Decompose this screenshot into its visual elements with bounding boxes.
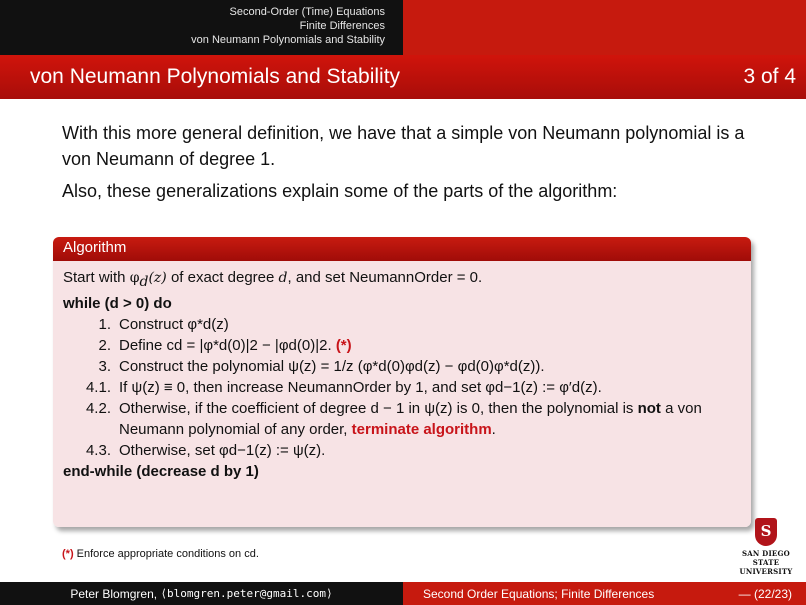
footnote-text: Enforce appropriate conditions on cd.: [73, 548, 259, 560]
step-text: Construct the polynomial ψ(z) = 1/z (φ*d(0)φd(z) − φd(0)φ*d(z)).: [119, 358, 545, 375]
step-number: 1.: [98, 316, 111, 333]
frame-page-counter: 3 of 4: [743, 65, 796, 88]
footer-email: ⟨blomgren.peter@gmail.com⟩: [160, 587, 333, 600]
footer-author: Peter Blomgren,: [70, 586, 158, 601]
step-number: 4.3.: [85, 442, 111, 459]
footer-author-block: [0, 582, 403, 605]
step-text: Otherwise, if the coefficient of degree d − 1 in ψ(z) is 0, then the polynomial is not a von Neumann polynomial of any order, terminate algorithm.: [119, 400, 702, 438]
algorithm-block: [53, 237, 751, 527]
algorithm-step: [63, 356, 741, 377]
header-accent: [403, 0, 806, 55]
algorithm-endwhile-line: end-while (decrease d by 1): [63, 463, 259, 480]
emphasis-not: not: [637, 400, 661, 417]
step-number: 3.: [98, 358, 111, 375]
intro-paragraph-1: With this more general definition, we have that a simple von Neumann polynomial is a von Neumann of degree 1.: [62, 123, 745, 169]
step-text: Define cd = |φ*d(0)|2 − |φd(0)|2. (*): [119, 337, 352, 354]
algorithm-start-line: Start with $\varphi_d(z)$ of exact degree d, and set NeumannOrder = 0.: [63, 269, 483, 290]
nav-subsection[interactable]: Finite Differences: [299, 20, 385, 32]
step-text: Otherwise, set φd−1(z) := ψ(z).: [119, 442, 326, 459]
footer-title-block: [403, 582, 806, 605]
step-number: 4.1.: [85, 379, 111, 396]
frame-title-bar: [0, 55, 806, 99]
university-logo: [730, 518, 802, 576]
logo-text-line1: SAN DIEGO STATE: [742, 549, 790, 567]
footnote: [62, 548, 259, 560]
footer-page-number: — (22/23): [738, 586, 792, 601]
algorithm-step: [63, 335, 741, 356]
algorithm-step: [63, 440, 741, 461]
footer-short-title[interactable]: Second Order Equations; Finite Differences: [423, 586, 655, 601]
intro-text: [62, 120, 752, 210]
step-number: 2.: [98, 337, 111, 354]
algorithm-step: [63, 377, 741, 398]
terminate-highlight: terminate algorithm: [351, 421, 492, 438]
intro-paragraph-2: Also, these generalizations explain some of the parts of the algorithm:: [62, 181, 618, 201]
algorithm-while-line: while (d > 0) do: [63, 295, 172, 312]
step-text: If ψ(z) ≡ 0, then increase NeumannOrder by 1, and set φd−1(z) := φ′d(z).: [119, 379, 602, 396]
algorithm-heading: Algorithm: [53, 237, 751, 261]
footer-bar: [0, 582, 806, 605]
section-navigation: [0, 0, 403, 55]
step-text: Construct φ*d(z): [119, 316, 229, 333]
algorithm-step: [63, 314, 741, 335]
algorithm-step: [63, 398, 741, 440]
nav-section[interactable]: Second-Order (Time) Equations: [229, 6, 385, 18]
logo-text-line2: UNIVERSITY: [739, 567, 793, 576]
condition-marker: (*): [335, 337, 352, 354]
footnote-marker: (*): [62, 548, 74, 560]
frame-title: von Neumann Polynomials and Stability: [30, 65, 401, 88]
shield-icon: S: [755, 518, 777, 546]
nav-subsubsection[interactable]: von Neumann Polynomials and Stability: [191, 34, 385, 46]
step-number: 4.2.: [85, 400, 111, 417]
algorithm-body: [53, 261, 751, 527]
header-bar: [0, 0, 806, 55]
